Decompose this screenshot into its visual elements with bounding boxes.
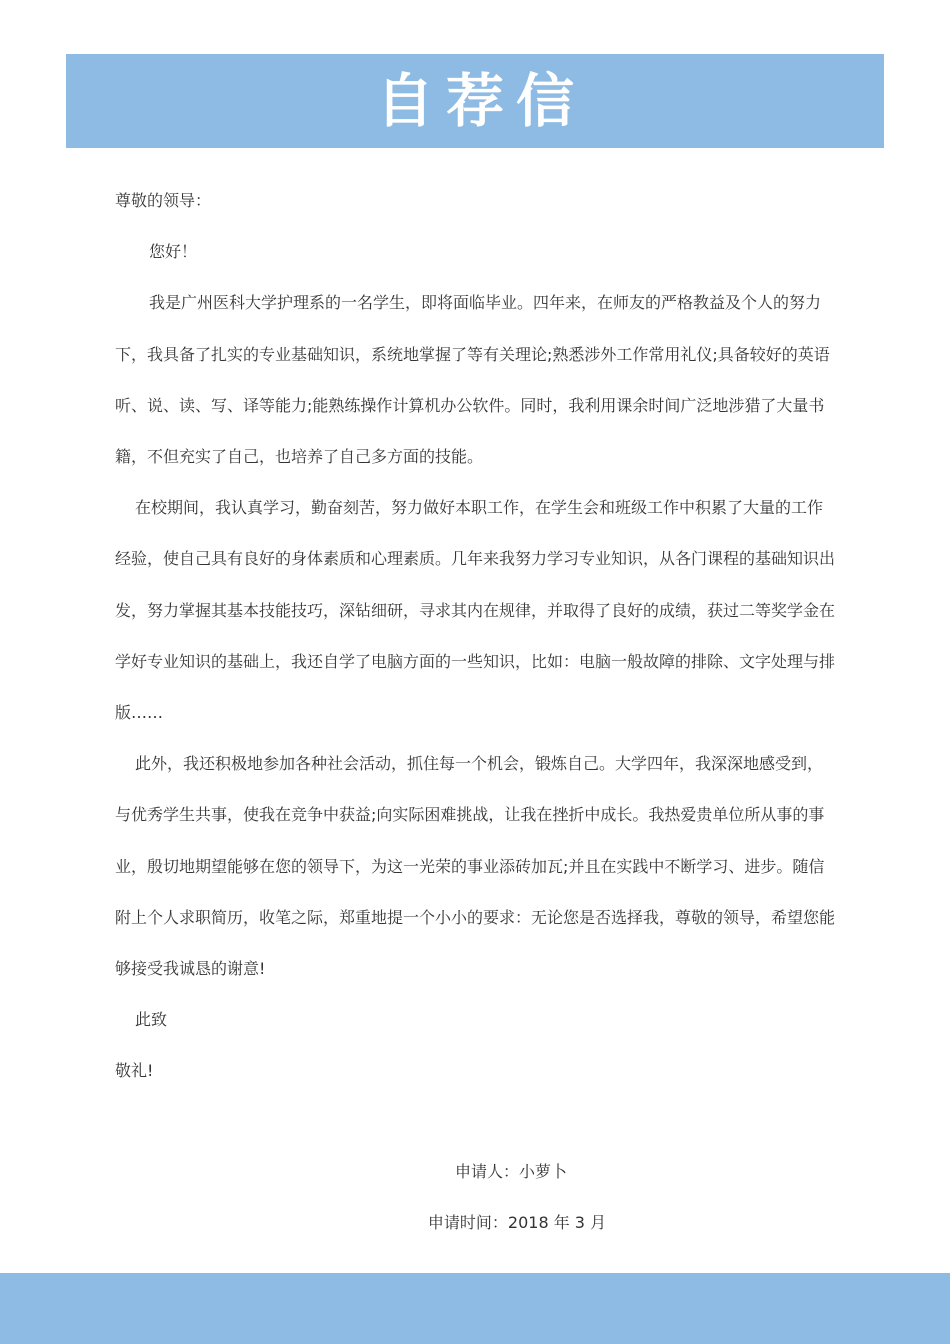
paragraph-school: 在校期间，我认真学习，勤奋刻苦，努力做好本职工作，在学生会和班级工作中积累了大量的工作经验，使自己具有良好的身体素质和心理素质。几年来我努力学习专业知识，从各门课程的基础知识出发，努力掌握其基本技能技巧，深钻细研，寻求其内在规律，并取得了良好的成绩，获过二等奖学金在学好专业知识的基础上，我还自学了电脑方面的一些知识，比如：电脑一般故障的排除、文字处理与排版…… xyxy=(115,498,836,723)
paragraph-activities: 此外，我还积极地参加各种社会活动，抓住每一个机会，锻炼自己。大学四年，我深深地感受到，与优秀学生共事，使我在竞争中获益;向实际困难挑战，让我在挫折中成长。我热爱贵单位所从事的事业，殷切地期望能够在您的领导下，为这一光荣的事业添砖加瓦;并且在实践中不断学习、进步。随信附上个人求职简历，收笔之际，郑重地提一个小小的要求：无论您是否选择我，尊敬的领导，希望您能够接受我诚恳的谢意! xyxy=(115,754,836,979)
greeting: 您好！ xyxy=(149,242,198,262)
closing-jingli: 敬礼! xyxy=(115,1061,154,1081)
title-banner xyxy=(66,54,884,148)
page-title: 自荐信 xyxy=(375,67,586,135)
letter-body xyxy=(115,175,835,1097)
salutation: 尊敬的领导： xyxy=(115,191,212,210)
application-date: 申请时间：2018 年 3 月 xyxy=(427,1213,607,1232)
paragraph-intro: 我是广州医科大学护理系的一名学生，即将面临毕业。四年来，在师友的严格教益及个人的努力下，我具备了扎实的专业基础知识，系统地掌握了等有关理论;熟悉涉外工作常用礼仪;具备较好的英语听、说、读、写、译等能力;能熟练操作计算机办公软件。同时，我利用课余时间广泛地涉猎了大量书籍，不但充实了自己，也培养了自己多方面的技能。 xyxy=(115,293,830,467)
applicant-name: 申请人：小萝卜 xyxy=(454,1162,567,1181)
footer-bar xyxy=(0,1273,950,1344)
closing-cizhi: 此致 xyxy=(135,1010,168,1030)
